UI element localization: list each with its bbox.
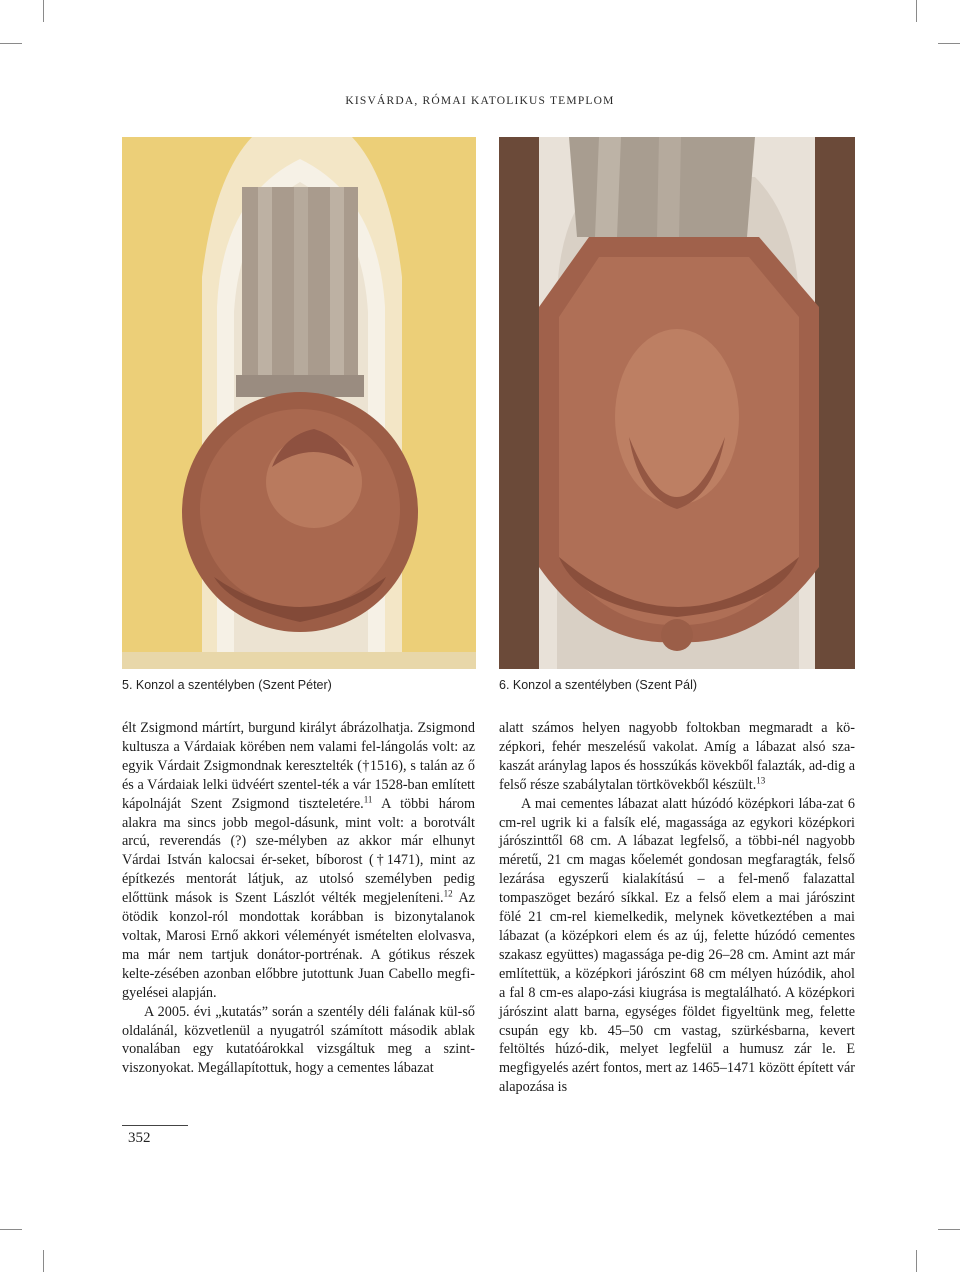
crop-mark [0,43,22,44]
footnote-ref: 11 [363,793,373,804]
crop-mark [0,1229,22,1230]
crop-mark [916,1250,917,1272]
caption-photo-6: 6. Konzol a szentélyben (Szent Pál) [499,678,698,692]
paragraph: A 2005. évi „kutatás” során a szentély déli falának kül-ső oldalánál, közvetlenül a nyugatról számított második ablak vonalában egy kutatóárokkal vizsgáltuk meg a szint-viszonyokat. Megállapítottuk, hogy a cementes lábazat [122,1003,475,1077]
text-run: Az ötödik konzol-ról mondottak korábban is bizonytalanok voltak, Marosi Ernő akkori véleményét ismételten elolvasva, ma már nem tartjuk donátor-portrénak. A gótikus részek kelte-zésében azonban előbbre jutottunk Juan Cabello megfi-gyelései alapján. [122,890,475,1001]
crop-mark [916,0,917,22]
caption-photo-5: 5. Konzol a szentélyben (Szent Péter) [122,678,332,692]
running-head: KISVÁRDA, RÓMAI KATOLIKUS TEMPLOM [345,95,615,107]
crop-mark [43,1250,44,1272]
text-column-right [499,719,855,1097]
paragraph: A mai cementes lábazat alatt húzódó középkori lába-zat 6 cm-rel ugrik ki a falsík elé, magassága az egykori középkori járószinttől 68 cm. A lábazat legfelső, a többi-nél nagyobb méretű, 21 cm magas kőelemét gondosan megfaragták, felső lezárása egyszerű kialakítású – a fel-menő falazattal tompaszöget bezáró síkkal. Ez a felső elem a mai járószint fölé 21 cm-rel kiemelkedik, melynek következtében a mai lábazat (a középkori elem és az új, felette húzódó cementes szakasz együttes) magassága pe-dig 26–28 cm. Amint azt már említettük, a középkori járószint 68 cm mélyen húzódik, ahol a fal 8 cm-es alapo-zási kiugrása is megtalálható. A középkori járószint alatt barna, egységes földet figyeltünk meg, felette csupán egy kb. 45–50 cm vastag, szürkésbarna, kevert feltöltés húzó-dik, melyet legfelül a humusz zár le. E megfigyelés azért fontos, mert az 1465–1471 között épített vár alapozása is [499,795,855,1096]
crop-mark [938,43,960,44]
text-run: A többi három alakra ma sincs jobb megol-dásunk, mint volt: a borotvált arcú, reverendás (?) sze-mélyben az akkor már elhunyt Várdai István kalocsai ér-seket, bíborost (†1471), mint az építkezés mentorát látjuk, az utolsó személyben pedig előttünk mások is Szent Lászlót vélték megjeleníteni. [122,795,475,907]
text-run: alatt számos helyen nagyobb foltokban megmaradt a kö-zépkori, fehér meszelésű vakolat. Amíg a lábazat alsó sza-kaszát aránylag lapos és hosszúkás kövekből falazták, ad-dig a felső része szabálytalan törtkövekből készült. [499,720,855,793]
paragraph [499,719,855,795]
photo-konzol-szent-peter [122,137,476,669]
crop-mark [938,1229,960,1230]
page-number: 352 [128,1130,151,1146]
footnote-ref: 13 [756,774,766,785]
footnote-ref: 12 [443,888,453,899]
crop-mark [43,0,44,22]
photo-konzol-szent-pal [499,137,855,669]
text-column-left [122,719,475,1078]
page-number-rule [122,1125,188,1126]
text-run: élt Zsigmond mártírt, burgund királyt ábrázolhatja. Zsigmond kultusza a Várdaiak körében nem valami fel-lángolás volt: az egyik Várdait Zsigmondnak keresztelték (†1516), s talán az ő és a Várdaiak lelki üdvéért szentel-ték a vár 1528-ban említett kápolnáját Szent Zsigmond tiszteletére. [122,720,475,812]
paragraph [122,719,475,1003]
